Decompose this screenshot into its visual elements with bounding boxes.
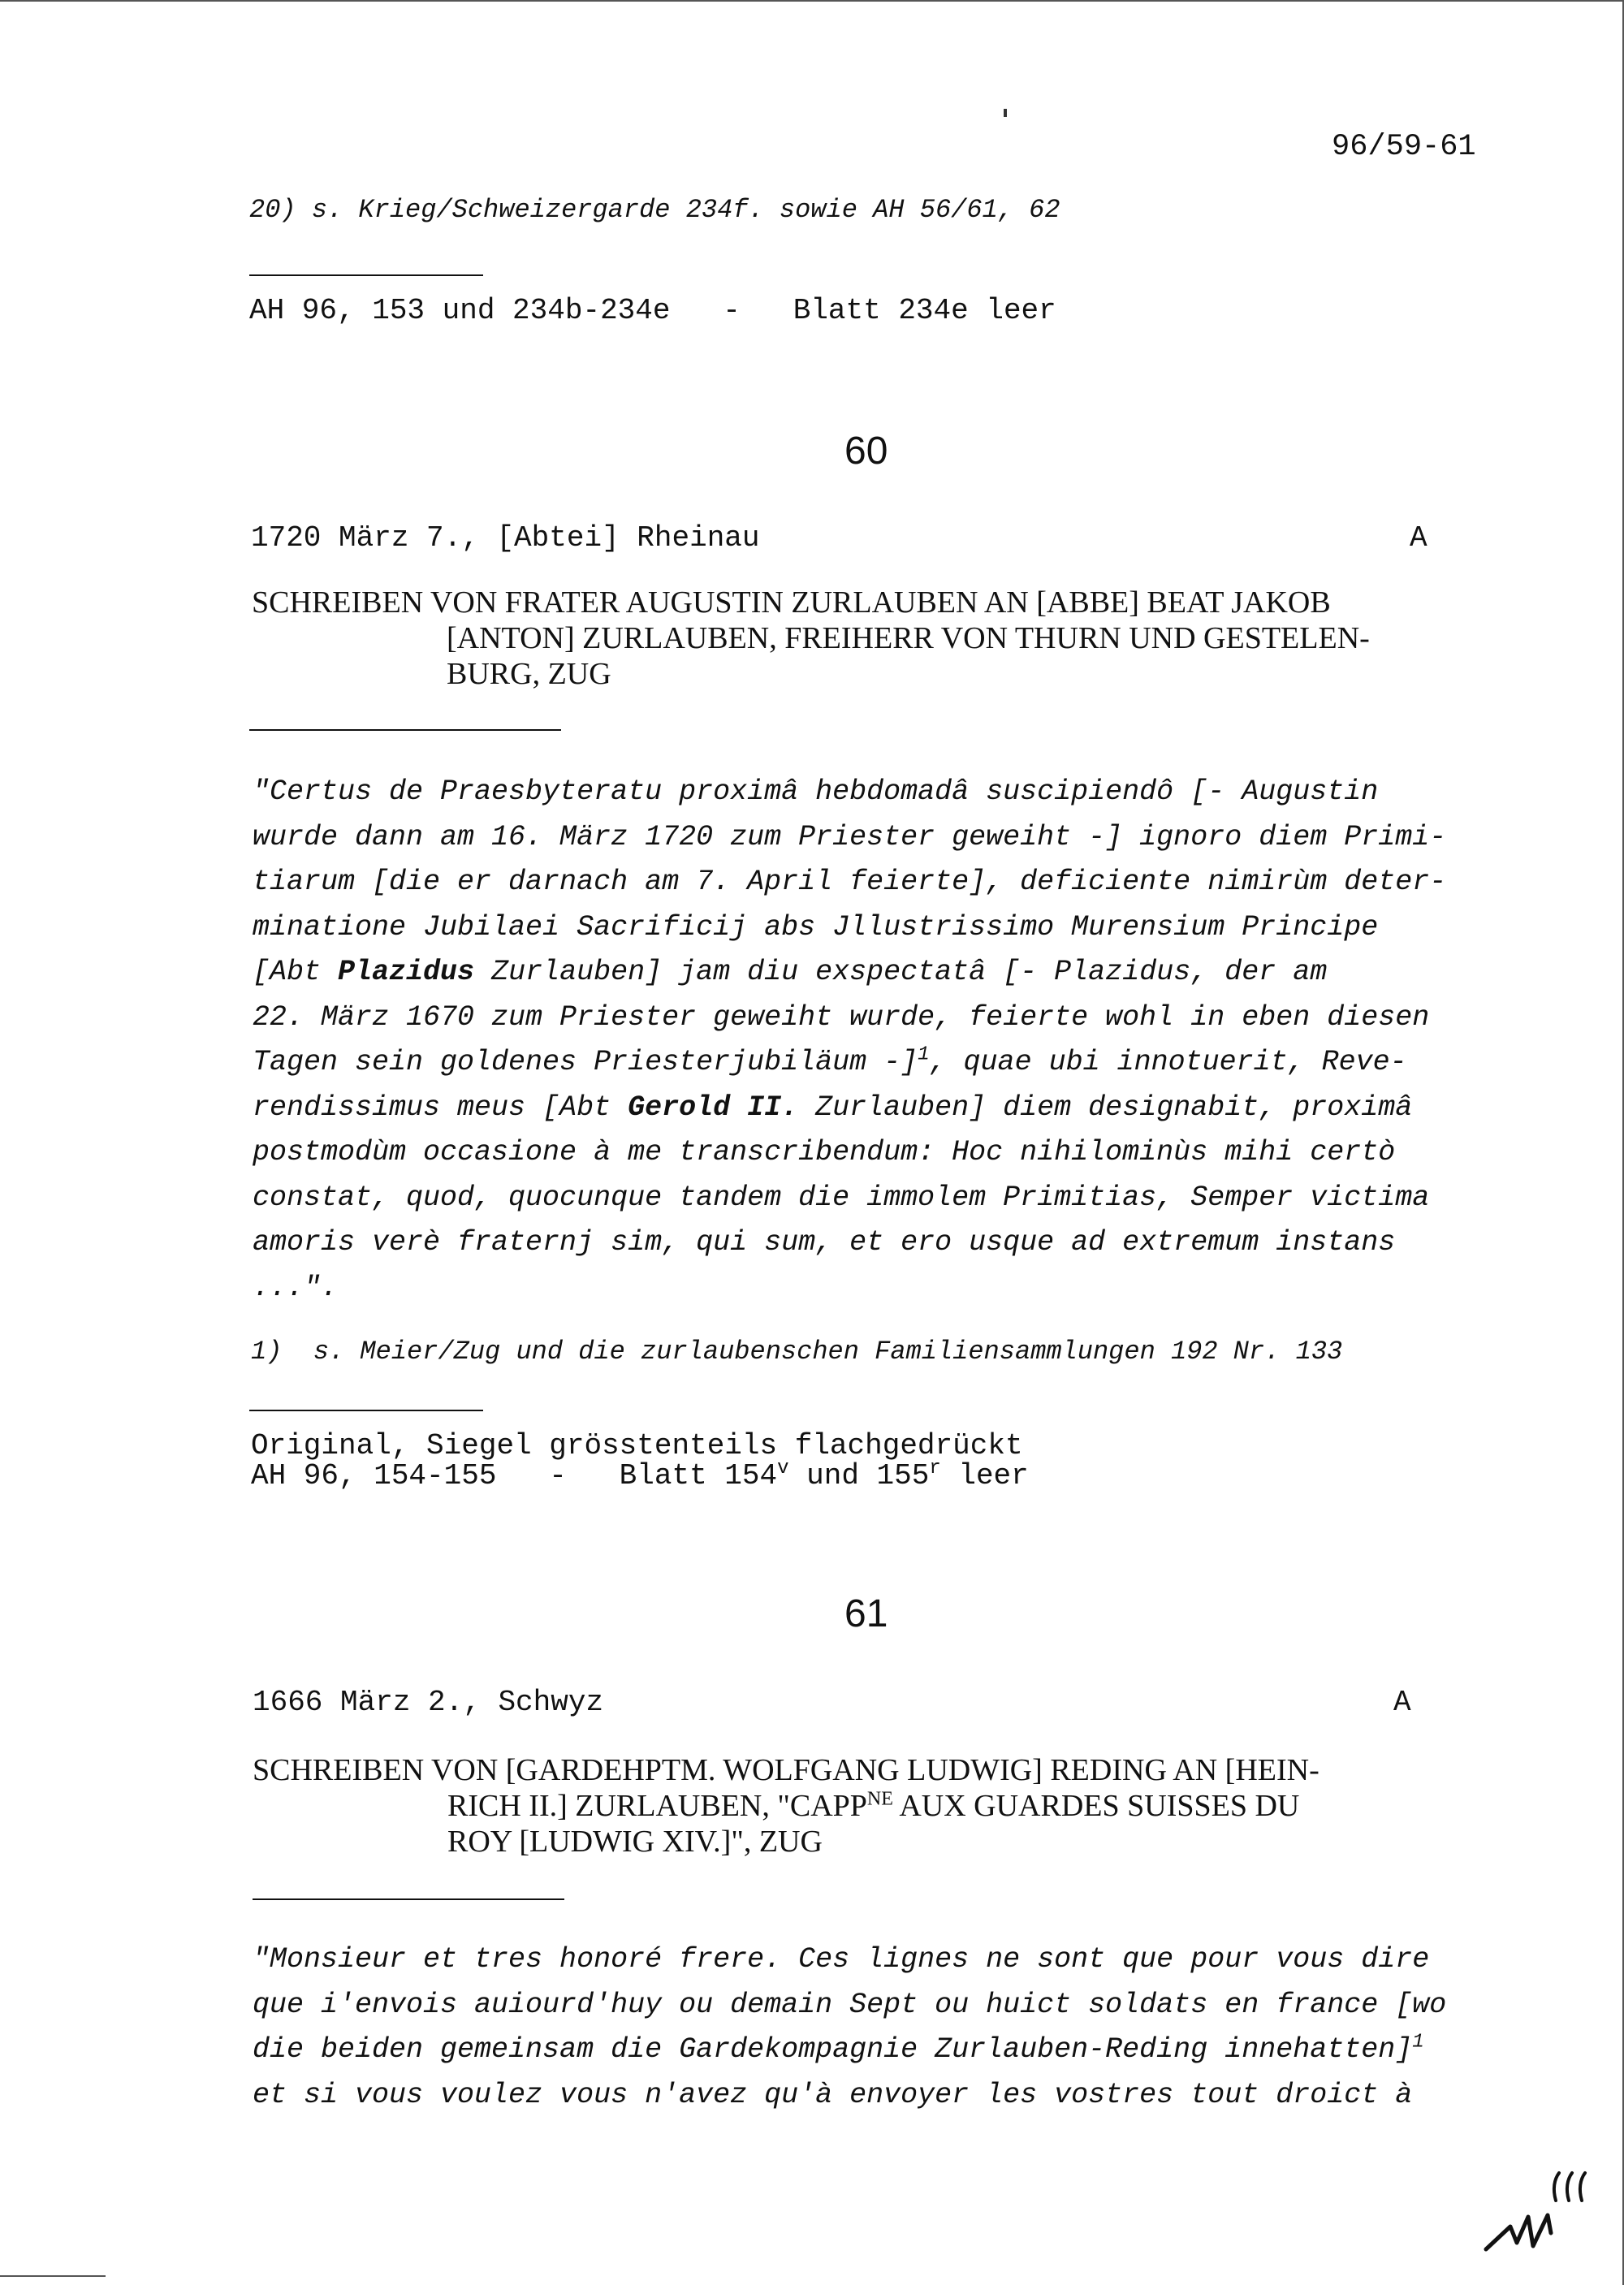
date-place-61: 1666 März 2., Schwyz bbox=[253, 1686, 604, 1719]
page-reference: 96/59-61 bbox=[1332, 130, 1476, 164]
text-segment: die beiden gemeinsam die Gardekompagnie Zurlauben-Reding innehatten] bbox=[253, 2033, 1413, 2066]
text-line: que i'envois auiourd'huy ou demain Sept ou huict soldats en france [wo bbox=[253, 1988, 1447, 2021]
text-segment: Tagen sein goldenes Priesterjubiläum -] bbox=[253, 1046, 918, 1078]
handwritten-page-mark bbox=[1478, 2168, 1600, 2266]
bold-name: Gerold II. bbox=[628, 1091, 799, 1124]
text-line: wurde dann am 16. März 1720 zum Priester geweiht -] ignoro diem Primi- bbox=[253, 820, 1447, 853]
text-line bbox=[253, 2028, 1519, 2073]
title-line: [ANTON] ZURLAUBEN, FREIHERR VON THURN UND GESTELEN- bbox=[447, 621, 1370, 655]
source-line: Original, Siegel grösstenteils flachgedrückt bbox=[251, 1429, 1023, 1462]
text-line bbox=[253, 1086, 1519, 1131]
document-number-60: 60 bbox=[844, 430, 888, 473]
document-title-60 bbox=[252, 585, 1551, 692]
text-segment: , quae ubi innotuerit, Reve- bbox=[929, 1046, 1407, 1078]
footnote-1: 1) s. Meier/Zug und die zurlaubenschen Familiensammlungen 192 Nr. 133 bbox=[251, 1337, 1343, 1367]
text-segment: RICH II.] ZURLAUBEN, "CAPP bbox=[447, 1789, 867, 1823]
letter-text-61 bbox=[253, 1937, 1519, 2118]
text-line: minatione Jubilaei Sacrificij abs Jllustrissimo Murensium Principe bbox=[253, 910, 1379, 944]
text-segment: und 155 bbox=[788, 1459, 930, 1492]
text-segment: AUX GUARDES SUISSES DU bbox=[892, 1789, 1300, 1823]
scan-edge-line bbox=[0, 2275, 106, 2277]
title-line: SCHREIBEN VON [GARDEHPTM. WOLFGANG LUDWIG] REDING AN [HEIN- bbox=[253, 1753, 1320, 1787]
archive-reference-59: AH 96, 153 und 234b-234e - Blatt 234e leer bbox=[249, 294, 1056, 327]
divider-rule bbox=[253, 1898, 564, 1900]
text-line bbox=[253, 950, 1519, 996]
document-number-61: 61 bbox=[844, 1592, 888, 1635]
footnote-marker: 1 bbox=[918, 1043, 930, 1066]
text-line bbox=[253, 1040, 1519, 1086]
text-segment: leer bbox=[940, 1459, 1029, 1492]
title-line: BURG, ZUG bbox=[447, 657, 611, 691]
text-line: amoris verè fraternj sim, qui sum, et ero usque ad extremum instans bbox=[253, 1226, 1396, 1259]
text-line: 22. März 1670 zum Priester geweiht wurde, feierte wohl in eben diesen bbox=[253, 1000, 1430, 1034]
footnote-20: 20) s. Krieg/Schweizergarde 234f. sowie AH 56/61, 62 bbox=[249, 195, 1060, 225]
text-line: postmodùm occasione à me transcribendum: Hoc nihilominùs mihi certò bbox=[253, 1136, 1396, 1168]
title-line: ROY [LUDWIG XIV.]", ZUG bbox=[447, 1825, 823, 1859]
source-line bbox=[251, 1458, 1029, 1492]
bold-name: Plazidus bbox=[338, 956, 475, 988]
superscript: NE bbox=[866, 1788, 893, 1810]
title-line bbox=[253, 1788, 1552, 1824]
verso-marker: v bbox=[777, 1458, 789, 1479]
original-marker-60: A bbox=[1410, 521, 1427, 555]
divider-rule bbox=[249, 729, 561, 731]
divider-rule bbox=[249, 274, 483, 276]
source-info-60 bbox=[251, 1431, 1029, 1491]
letter-text-60 bbox=[253, 770, 1519, 1311]
text-segment: [Abt bbox=[253, 956, 339, 988]
text-line: constat, quod, quocunque tandem die immolem Primitias, Semper victima bbox=[253, 1181, 1430, 1214]
text-line: tiarum [die er darnach am 7. April feierte], deficiente nimirùm deter- bbox=[253, 866, 1447, 898]
text-line: et si vous voulez vous n'avez qu'à envoyer les vostres tout droict à bbox=[253, 2078, 1413, 2111]
footnote-marker: 1 bbox=[1412, 2031, 1424, 2054]
divider-rule bbox=[249, 1410, 483, 1411]
text-line: ...". bbox=[253, 1271, 339, 1304]
title-line: SCHREIBEN VON FRATER AUGUSTIN ZURLAUBEN AN [ABBE] BEAT JAKOB bbox=[252, 585, 1331, 620]
scan-speck bbox=[1004, 109, 1007, 117]
text-segment: Zurlauben] jam diu exspectatâ [- Plazidus, der am bbox=[474, 956, 1328, 988]
text-line: "Monsieur et tres honoré frere. Ces lignes ne sont que pour vous dire bbox=[253, 1943, 1430, 1976]
original-marker-61: A bbox=[1393, 1686, 1411, 1719]
text-segment: rendissimus meus [Abt bbox=[253, 1091, 628, 1124]
text-segment: AH 96, 154-155 - Blatt 154 bbox=[251, 1459, 778, 1492]
text-segment: Zurlauben] diem designabit, proximâ bbox=[798, 1091, 1413, 1124]
text-line: "Certus de Praesbyteratu proximâ hebdomadâ suscipiendô [- Augustin bbox=[253, 775, 1379, 808]
recto-marker: r bbox=[929, 1458, 941, 1479]
document-title-61 bbox=[253, 1752, 1552, 1860]
date-place-60: 1720 März 7., [Abtei] Rheinau bbox=[251, 521, 760, 555]
